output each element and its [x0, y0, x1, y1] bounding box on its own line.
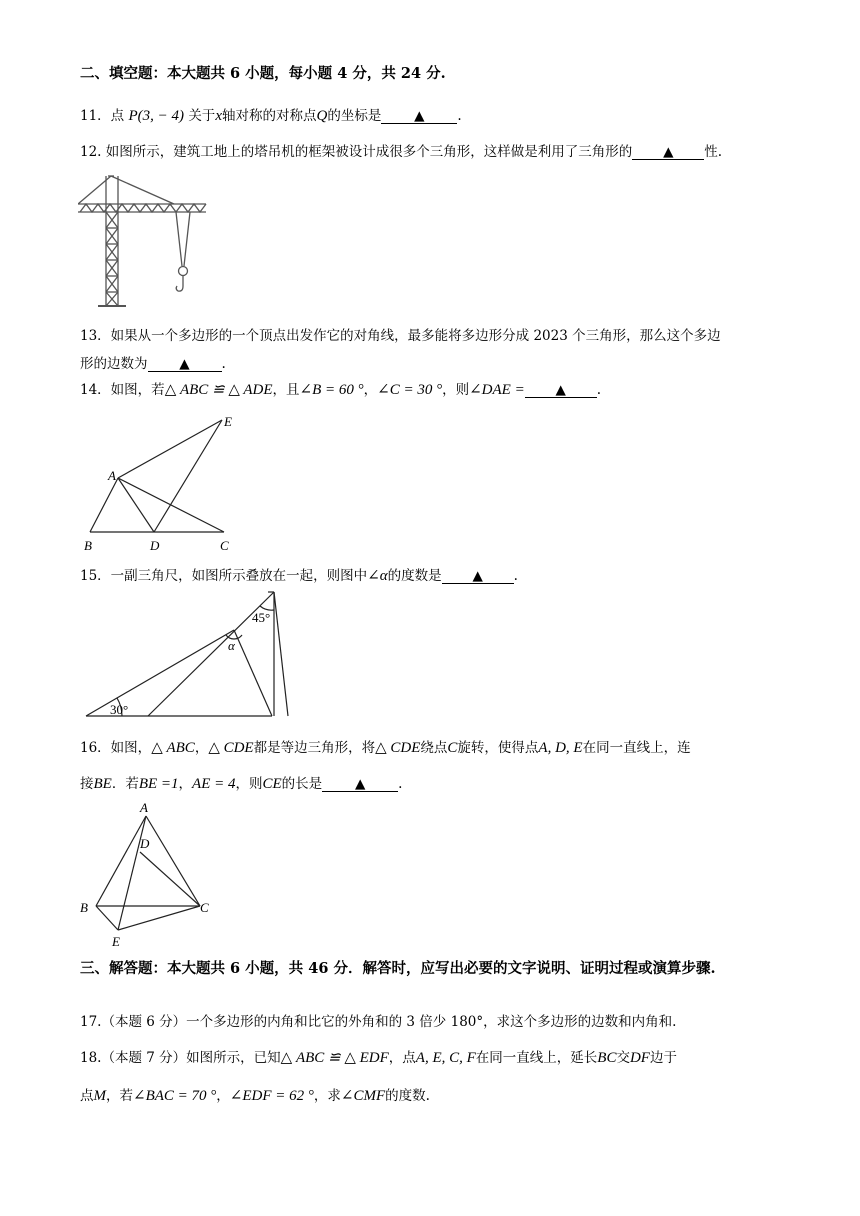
question-18-line-1: 18.（本题 7 分）如图所示，已知△ ABC ≌ △ EDF，点A, E, C, F在同一直线上，延长BC交DF边于 — [80, 1050, 677, 1066]
section-2-heading: 二、填空题：本大题共 6 小题，每小题 4 分，共 24 分. — [80, 65, 446, 82]
label-c: C — [200, 900, 209, 915]
tower-crane-figure — [78, 174, 210, 310]
label-c: C — [220, 538, 229, 553]
answer-blank[interactable]: ▲ — [442, 569, 514, 584]
question-13-line-1: 13．如果从一个多边形的一个顶点出发作它的对角线，最多能将多边形分成 2023 个三角形，那么这个多边 — [80, 328, 721, 344]
answer-blank[interactable]: ▲ — [525, 383, 597, 398]
question-14: 14．如图，若△ ABC ≌ △ ADE，且∠B = 60 °，∠C = 30 °，则∠DAE = ▲ . — [80, 382, 602, 398]
set-squares-figure — [82, 590, 298, 722]
answer-blank[interactable]: ▲ — [632, 145, 704, 160]
question-16-line-1: 16．如图，△ ABC，△ CDE都是等边三角形，将△ CDE绕点C旋转，使得点A, D, E在同一直线上，连 — [80, 740, 691, 756]
label-e: E — [224, 414, 232, 429]
answer-blank[interactable]: ▲ — [322, 777, 398, 792]
label-45-degrees: 45° — [252, 610, 271, 625]
triangle-abc-ade-figure — [78, 408, 258, 556]
question-15: 15．一副三角尺，如图所示叠放在一起，则图中∠α的度数是 ▲ . — [80, 568, 518, 584]
section-3-heading: 三、解答题：本大题共 6 小题，共 46 分．解答时，应写出必要的文字说明、证明过程或演算步骤. — [80, 960, 716, 977]
question-11: 11．点 P(3, − 4) 关于x轴对称的对称点Q的坐标是 ▲ . — [80, 108, 462, 124]
label-b: B — [84, 538, 92, 553]
label-a: A — [108, 468, 116, 483]
label-30-degrees: 30° — [110, 702, 129, 717]
answer-blank[interactable]: ▲ — [381, 109, 457, 124]
question-12: 12. 如图所示，建筑工地上的塔吊机的框架被设计成很多个三角形，这样做是利用了三角形的 ▲ 性. — [80, 144, 723, 160]
label-d: D — [140, 836, 150, 851]
question-17: 17.（本题 6 分）一个多边形的内角和比它的外角和的 3 倍少 180°，求这个多边形的边数和内角和. — [80, 1014, 677, 1030]
label-b: B — [80, 900, 88, 915]
question-13-line-2: 形的边数为 ▲ . — [80, 356, 226, 372]
question-18-line-2: 点M，若∠BAC = 70 °，∠EDF = 62 °，求∠CMF的度数. — [80, 1088, 430, 1104]
label-alpha: α — [228, 638, 235, 653]
label-e: E — [112, 934, 120, 948]
question-16-line-2: 接BE．若BE =1，AE = 4，则CE的长是 ▲ . — [80, 776, 403, 792]
label-d: D — [150, 538, 160, 553]
label-a: A — [140, 800, 148, 815]
equilateral-triangles-figure — [76, 800, 226, 948]
answer-blank[interactable]: ▲ — [148, 357, 222, 372]
